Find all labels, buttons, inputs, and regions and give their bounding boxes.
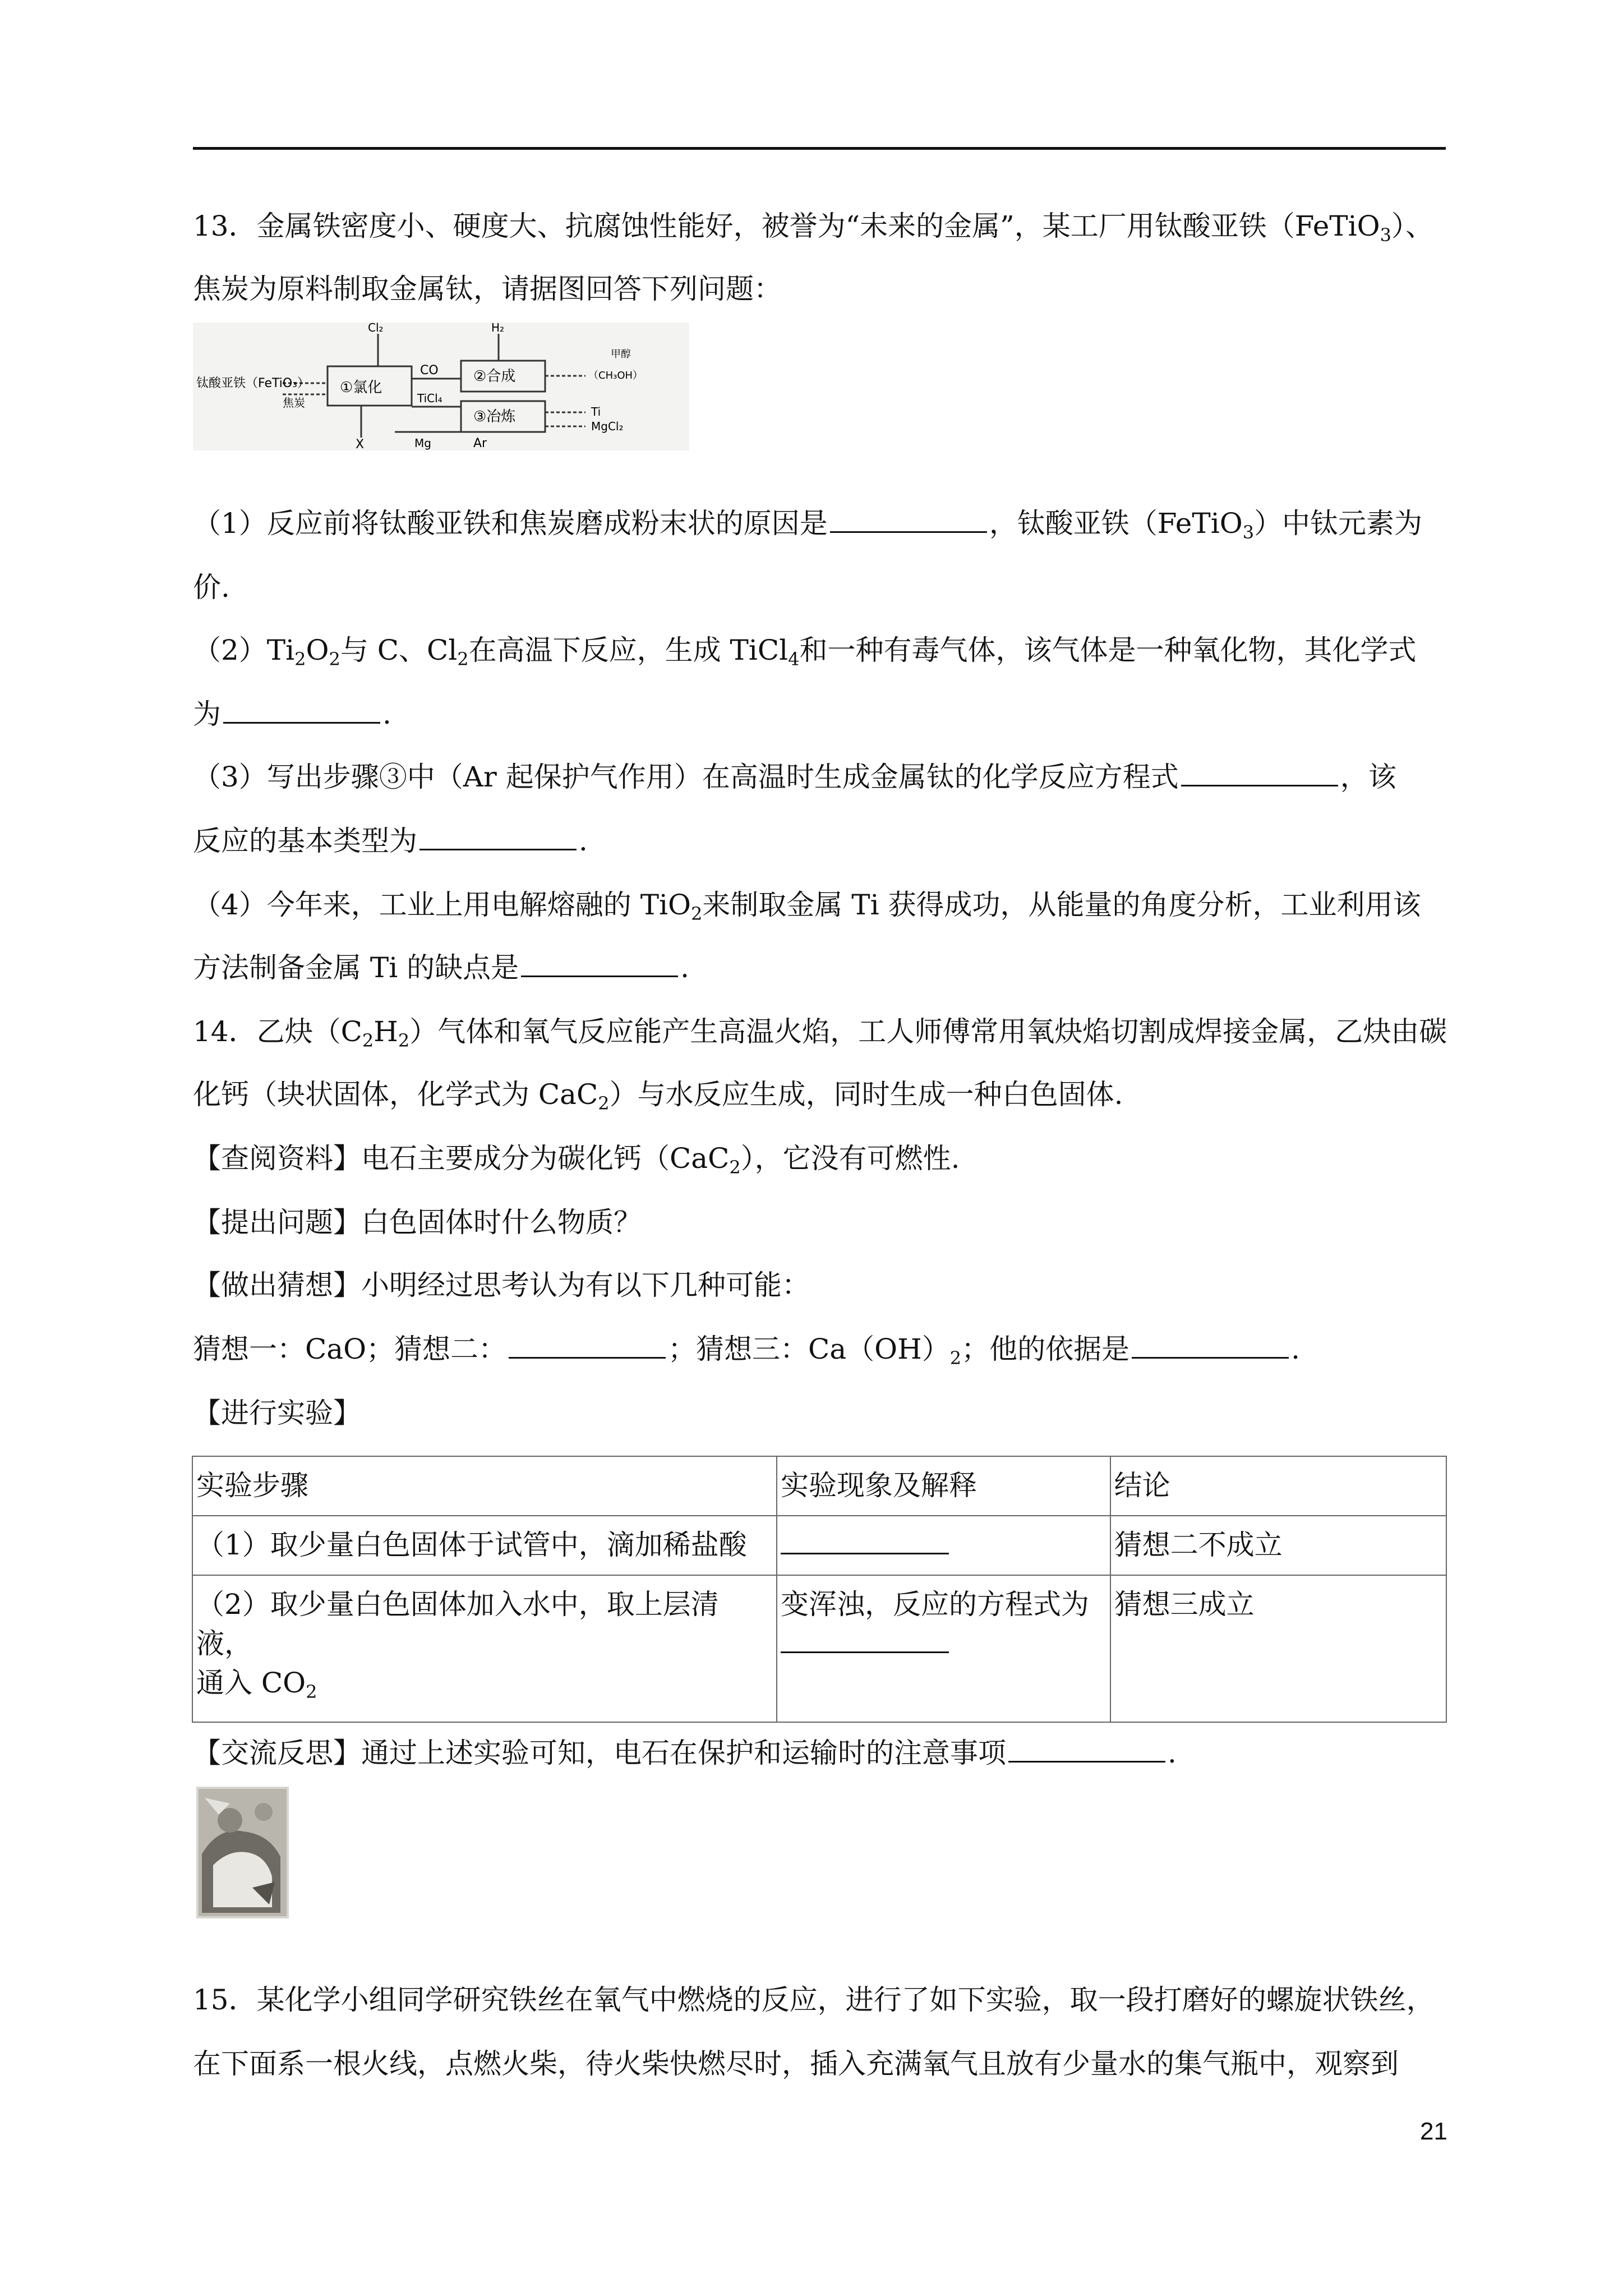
q14-question: 【提出问题】白色固体时什么物质？ xyxy=(193,1206,642,1239)
page-number: 21 xyxy=(1420,2118,1447,2145)
diagram-product-mgcl2: MgCl₂ xyxy=(591,420,624,433)
q13-part3: （3）写出步骤③中（Ar 起保护气作用）在高温时生成金属钛的化学反应方程式 ，该 xyxy=(193,757,1396,797)
table-row xyxy=(192,1516,1446,1575)
flow-diagram xyxy=(193,323,689,450)
table-header-cell: 实验步骤 xyxy=(192,1456,777,1516)
answer-blank[interactable] xyxy=(419,823,577,850)
table-header-cell: 实验现象及解释 xyxy=(777,1456,1110,1516)
table-cell: 猜想三成立 xyxy=(1110,1575,1446,1722)
q15-line2: 在下面系一根火线，点燃火柴，待火柴快燃尽时，插入充满氧气且放有少量水的集气瓶中，观察到 xyxy=(193,2047,1399,2080)
diagram-step2: ②合成 xyxy=(473,368,516,385)
table-cell: （2）取少量白色固体加入水中，取上层清液， 通入 $CO_2$ xyxy=(192,1575,777,1722)
table-header-row xyxy=(192,1456,1446,1516)
answer-blank[interactable] xyxy=(1132,1331,1289,1359)
q13-part1: （1）反应前将钛酸亚铁和焦炭磨成粉末状的原因是 ，钛酸亚铁（FeTiO$_3$）中钛元素为 xyxy=(193,504,1422,552)
diagram-h2: H₂ xyxy=(491,323,505,334)
diagram-product-methanol: 甲醇 xyxy=(611,348,631,360)
answer-blank[interactable] xyxy=(1008,1735,1165,1763)
diagram-x: X xyxy=(356,438,365,450)
q13-intro-line2: 焦炭为原料制取金属钛，请据图回答下列问题： xyxy=(193,273,782,305)
diagram-cl2: Cl₂ xyxy=(368,323,384,334)
diagram-input-coke: 焦炭 xyxy=(283,396,305,409)
q13-intro-line1: 13．金属铁密度小、硬度大、抗腐蚀性能好，被誉为“未来的金属”，某工厂用钛酸亚铁（FeTiO$_3$）、 xyxy=(193,210,1433,246)
q15-line1: 15．某化学小组同学研究铁丝在氧气中燃烧的反应，进行了如下实验，取一段打磨好的螺旋状铁丝， xyxy=(193,1984,1435,2016)
table-cell: 变浑浊，反应的方程式为 xyxy=(777,1575,1110,1722)
diagram-mg: Mg xyxy=(414,436,431,450)
diagram-ticl4: TiCl₄ xyxy=(417,392,442,405)
answer-blank[interactable] xyxy=(223,696,380,724)
diagram-step3: ③冶炼 xyxy=(473,408,516,425)
q14-experiment-heading: 【进行实验】 xyxy=(193,1397,361,1429)
answer-blank[interactable] xyxy=(521,950,678,977)
diagram-product-ti: Ti xyxy=(591,405,601,418)
calcium-carbide-photo xyxy=(196,1787,289,1918)
answer-blank[interactable] xyxy=(781,1527,949,1554)
answer-blank[interactable] xyxy=(781,1626,949,1653)
answer-blank[interactable] xyxy=(509,1331,666,1359)
diagram-ar: Ar xyxy=(473,436,487,450)
diagram-input-fetio3: 钛酸亚铁（FeTiO₃） xyxy=(196,376,310,390)
answer-blank[interactable] xyxy=(1181,759,1338,786)
q14-reflection: 【交流反思】通过上述实验可知，电石在保护和运输时的注意事项 . xyxy=(193,1733,1177,1773)
q13-part4: （4）今年来，工业上用电解熔融的 TiO$_2$来制取金属 Ti 获得成功，从能量的角度分析，工业利用该 xyxy=(193,889,1421,924)
answer-blank[interactable] xyxy=(830,505,987,533)
table-header-cell: 结论 xyxy=(1110,1456,1446,1516)
q13-part4-cont: 方法制备金属 Ti 的缺点是 . xyxy=(193,948,689,987)
table-cell xyxy=(777,1516,1110,1575)
diagram-co: CO xyxy=(420,364,439,378)
q14-guess-heading: 【做出猜想】小明经过思考认为有以下几种可能： xyxy=(193,1269,810,1301)
table-row xyxy=(192,1575,1446,1722)
q14-reference: 【查阅资料】电石主要成分为碳化钙（CaC$_2$），它没有可燃性. xyxy=(193,1142,960,1178)
table-cell: 猜想二不成立 xyxy=(1110,1516,1446,1575)
header-rule xyxy=(193,147,1446,150)
q13-part2-cont: 为 . xyxy=(193,694,391,734)
q14-intro-line2: 化钙（块状固体，化学式为 CaC$_2$）与水反应生成，同时生成一种白色固体. xyxy=(193,1078,1123,1114)
q13-part3-cont: 反应的基本类型为 . xyxy=(193,821,588,861)
q14-guesses: 猜想一：CaO；猜想二： ；猜想三：$Ca(OH)_2$；他的依据是 . xyxy=(193,1329,1300,1378)
q13-part2: $(2)Ti_2O_2$与 C、$Cl_2$在高温下反应，生成 TiCl$_4$和一种有毒气体，该气体是一种氧化物，其化学式 xyxy=(193,634,1417,670)
q13-part1-cont: 价. xyxy=(193,571,230,604)
diagram-product-methanol-formula: （CH₃OH） xyxy=(588,370,643,381)
table-cell: （1）取少量白色固体于试管中，滴加稀盐酸 xyxy=(192,1516,777,1575)
experiment-table xyxy=(192,1456,1447,1723)
diagram-step1: ①氯化 xyxy=(340,379,382,396)
q14-intro-line1: 14．乙炔$(C_2H_2)$气体和氧气反应能产生高温火焰，工人师傅常用氧炔焰切割成焊接金属，乙炔由碳 xyxy=(193,1015,1447,1051)
